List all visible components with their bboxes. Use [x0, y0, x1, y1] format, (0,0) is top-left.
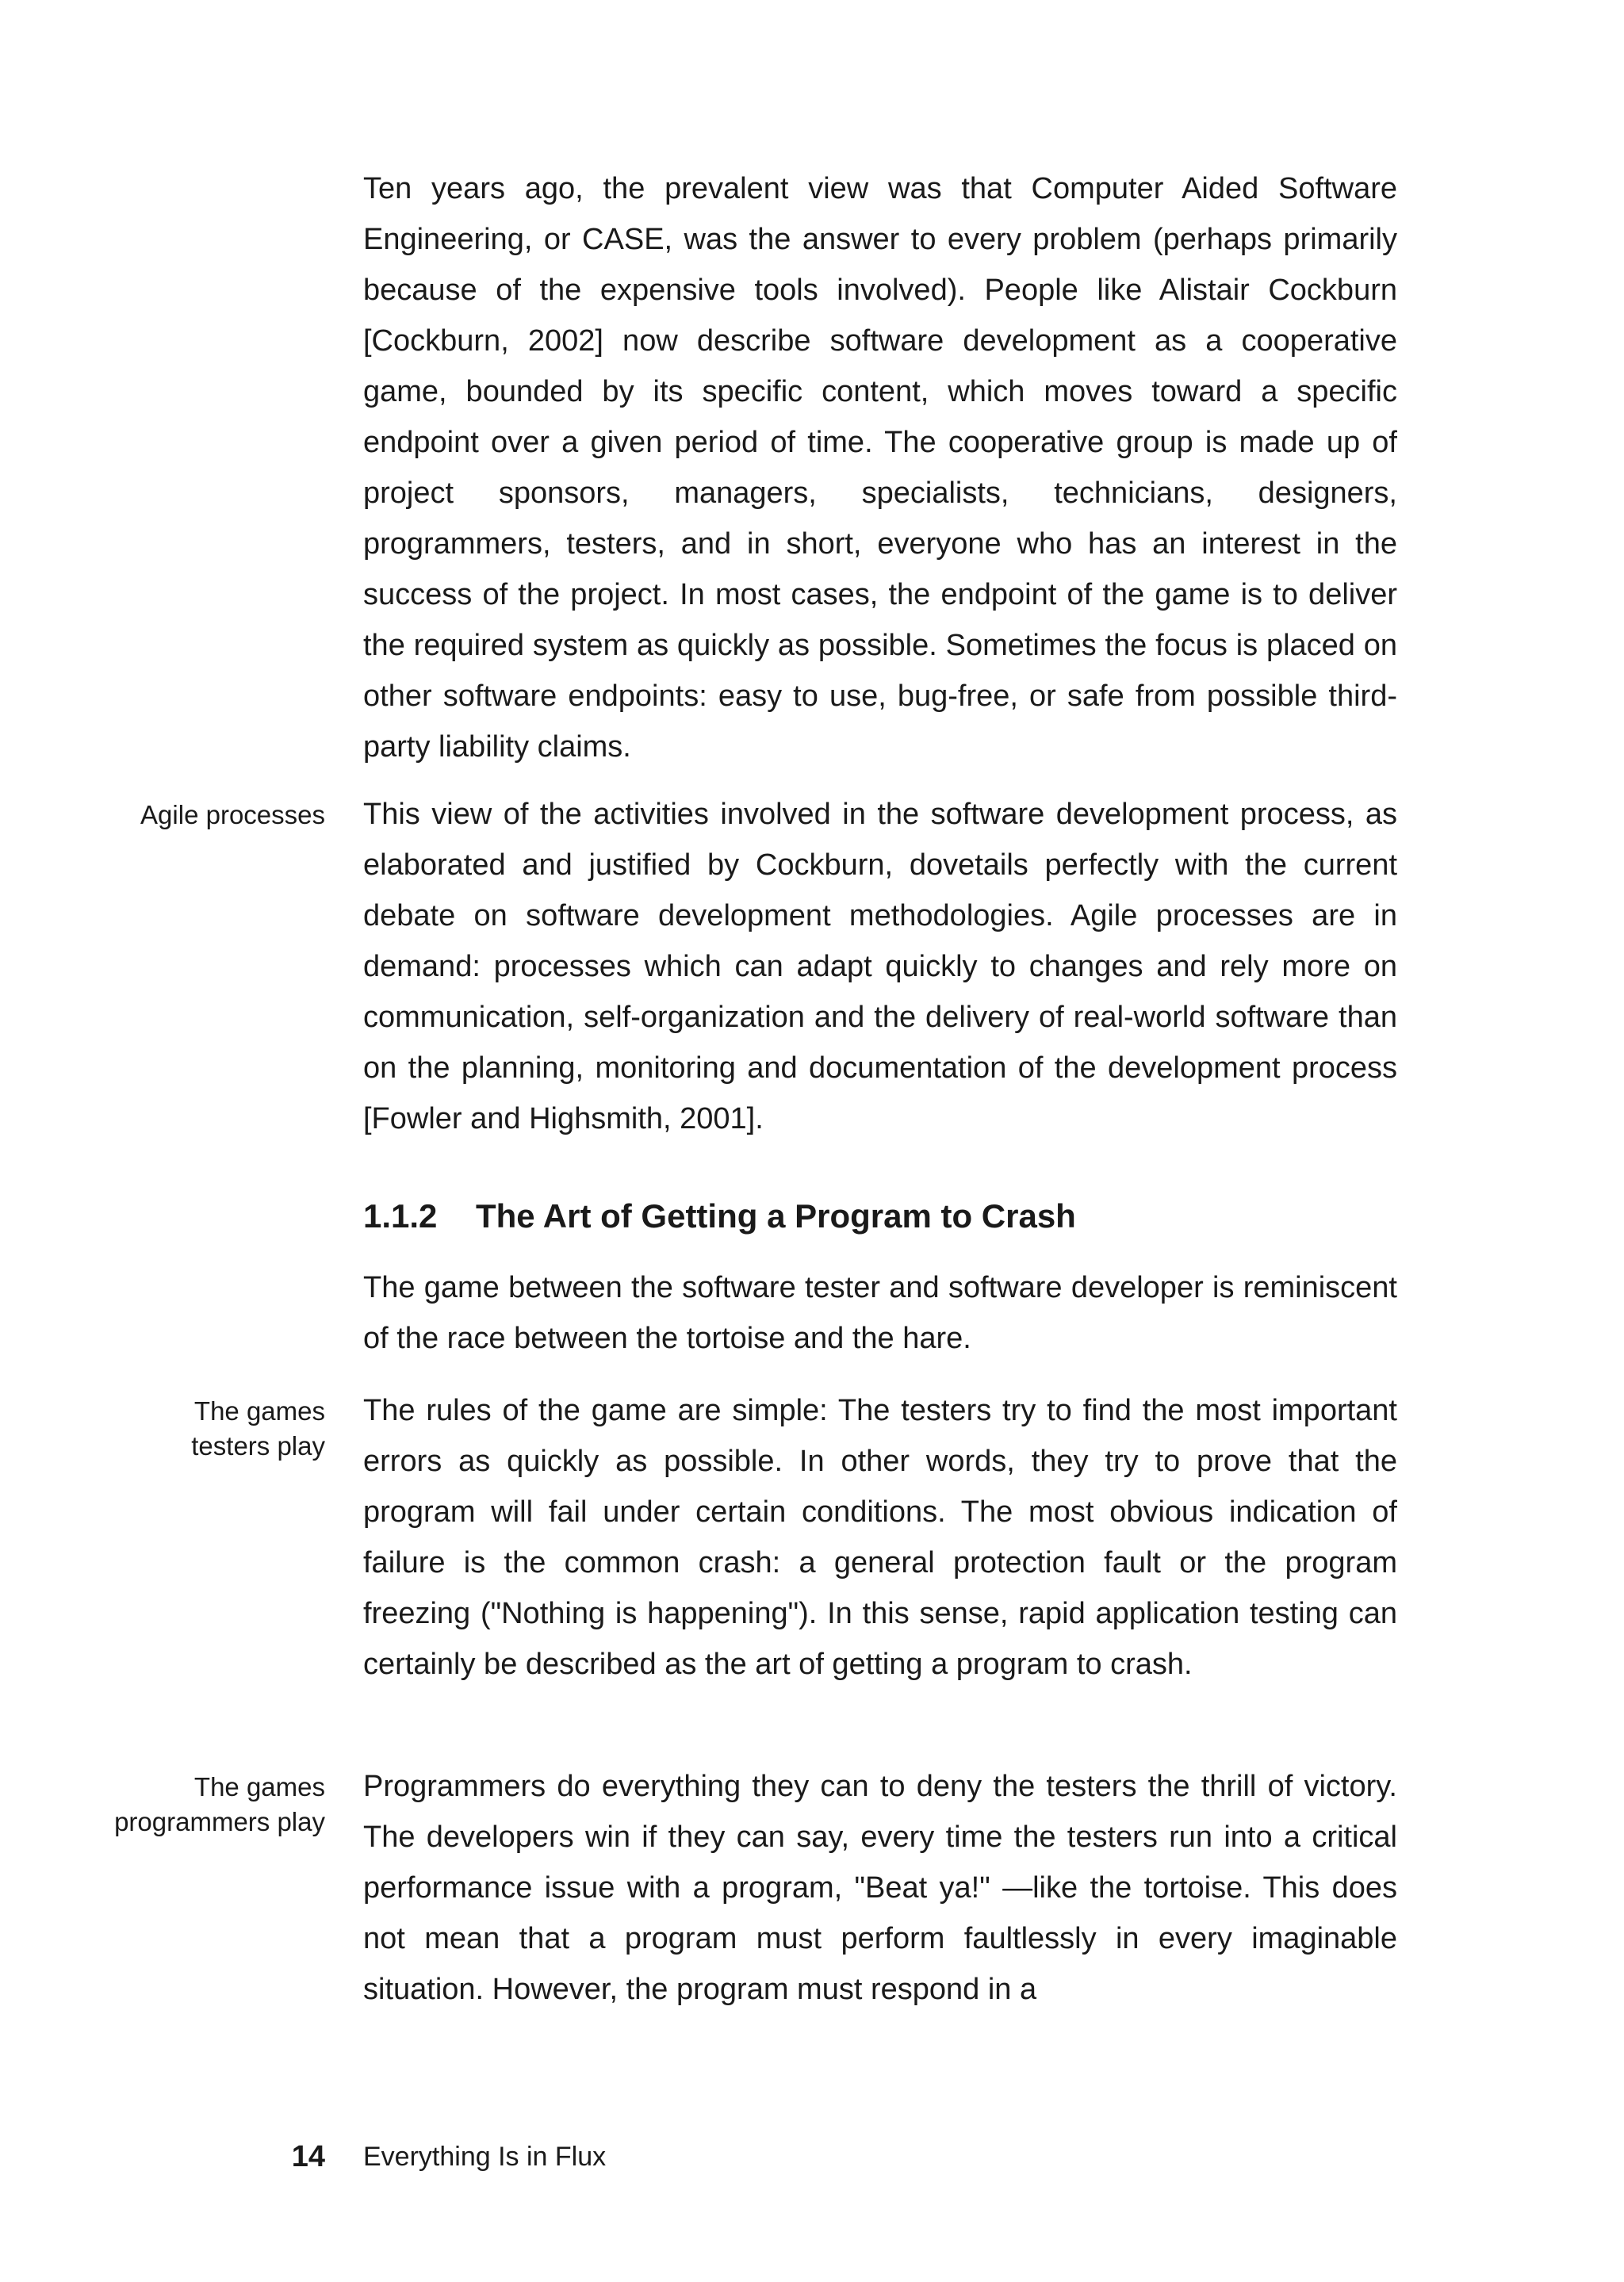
- margin-note-agile-processes: Agile processes: [140, 800, 325, 829]
- section-title: The Art of Getting a Program to Crash: [476, 1197, 1076, 1235]
- section-number: 1.1.2: [363, 1197, 438, 1235]
- running-title: Everything Is in Flux: [363, 2142, 607, 2172]
- paragraph-agile-processes: This view of the activities involved in the software development process, as elaborated and justified by Cockburn, dovetails perfectly with the current debate on software development methodologies. Agile processes are in demand: processes which can adapt quickly to changes and rely more on communication, self-organization and the delivery of real-world software than on the planning, monitoring and documentation of the development process [Fowler and Highsmith, 2001].: [363, 798, 1397, 1135]
- margin-note-programmers: [63, 1770, 325, 1840]
- margin-note-testers: [63, 1394, 325, 1464]
- paragraph-programmers: Programmers do everything they can to deny the testers the thrill of victory. The developers win if they can say, every time the testers run into a critical performance issue with a program, "Beat ya!" —like the tortoise. This does not mean that a program must perform faultlessly in every imaginable situation. However, the program must respond in a: [363, 1770, 1397, 2006]
- margin-note-testers-line1: The games: [193, 1396, 325, 1426]
- paragraph-case-history: Ten years ago, the prevalent view was that Computer Aided Software Engineering, or CASE, was the answer to every problem (perhaps primarily because of the expensive tools involved). People like Alistair Cockburn [Cockburn, 2002] now describe software development as a cooperative game, bounded by its specific content, which moves toward a specific endpoint over a given period of time. The cooperative group is made up of project sponsors, managers, specialists, technicians, designers, programmers, testers, and in short, everyone who has an interest in the success of the project. In most cases, the endpoint of the game is to deliver the required system as quickly as possible. Sometimes the focus is placed on other software endpoints: easy to use, bug-free, or safe from possible third-party liability claims.: [363, 172, 1397, 764]
- page-footer: [0, 2138, 1624, 2176]
- margin-note-testers-line2: testers play: [191, 1431, 325, 1461]
- margin-note-programmers-line2: programmers play: [114, 1807, 325, 1836]
- section-heading: [363, 1193, 1076, 1240]
- margin-note-programmers-line1: The games: [193, 1772, 325, 1801]
- paragraph-tortoise-hare: The game between the software tester and software developer is reminiscent of the race between the tortoise and the hare.: [363, 1271, 1397, 1355]
- page-number: 14: [291, 2140, 325, 2173]
- paragraph-rules-of-game: The rules of the game are simple: The testers try to find the most important errors as quickly as possible. In other words, they try to prove that the program will fail under certain conditions. The most obvious indication of failure is the common crash: a general protection fault or the program freezing ("Nothing is happening"). In this sense, rapid application testing can certainly be described as the art of getting a program to crash.: [363, 1394, 1397, 1681]
